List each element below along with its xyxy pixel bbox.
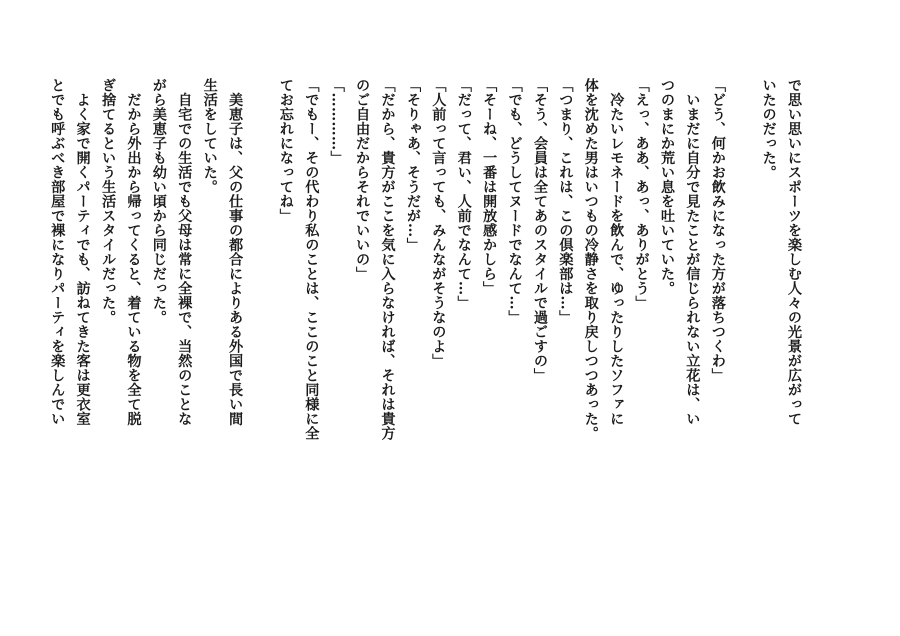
- text-line: 「だから、貴方がここを気に入らなければ、それは貴方: [379, 78, 396, 441]
- text-line: てお忘れになってね」: [277, 78, 294, 223]
- text-line: 美恵子は、父の仕事の都合によりある外国で長い間: [227, 78, 244, 426]
- paragraph-gap: [730, 78, 755, 568]
- text-line: 体を沈めた男はいつもの冷静さを取り戻しつつあった。: [582, 78, 599, 441]
- paragraph-gap: [247, 78, 272, 568]
- text-line: だから外出から帰ってくると、着ている物を全て脱: [125, 78, 142, 426]
- text-line: がら美恵子も幼い頃から同じだった。: [150, 78, 167, 325]
- text-line: 冷たいレモネードを飲んで、ゆったりしたソファに: [608, 78, 625, 426]
- text-line: よく家で開くパーティでも、訪ねてきた客は更衣室: [74, 78, 91, 426]
- text-line: で思い思いにスポーツを楽しむ人々の光景が広がって: [786, 78, 802, 426]
- text-line: つのまにか荒い息を吐いていた。: [658, 78, 675, 296]
- text-line: いたのだった。: [760, 78, 777, 180]
- text-line: 「でも、どうしてヌードでなんて…」: [506, 78, 523, 325]
- text-line: 「でもー、その代わり私のことは、ここのこと同様に全: [303, 78, 320, 441]
- text-line: 生活をしていた。: [201, 78, 218, 194]
- text-line: 「だって、君い、人前でなんて…」: [455, 78, 472, 310]
- text-line: のご自由だからそれでいいの」: [354, 78, 371, 281]
- text-line: 「そう、会員は全てあのスタイルで過ごすの」: [531, 78, 548, 383]
- text-line: 「人前って言っても、みんながそうなのよ」: [430, 78, 447, 368]
- text-line: 「…………」: [328, 78, 345, 165]
- text-line: 「どう、何かお飲みになった方が落ちつくわ」: [709, 78, 726, 383]
- text-line: いまだに自分で見たことが信じられない立花は、い: [684, 78, 701, 426]
- text-line: 「つまり、これは、この倶楽部は…」: [557, 78, 574, 325]
- text-line: 「そりゃあ、そうだが…」: [404, 78, 421, 252]
- text-line: 自宅での生活でも父母は常に全裸で、当然のことな: [176, 78, 193, 426]
- vertical-text-body: [44, 78, 806, 568]
- text-line: 「そーね、一番は開放感かしら」: [481, 78, 498, 296]
- text-line: ぎ捨てるという生活スタイルだった。: [100, 78, 117, 325]
- text-line: 「えっ、ああ、あっ、ありがとう」: [633, 78, 650, 310]
- text-line: とでも呼ぶべき部屋で裸になりパーティを楽しんでい: [49, 78, 66, 426]
